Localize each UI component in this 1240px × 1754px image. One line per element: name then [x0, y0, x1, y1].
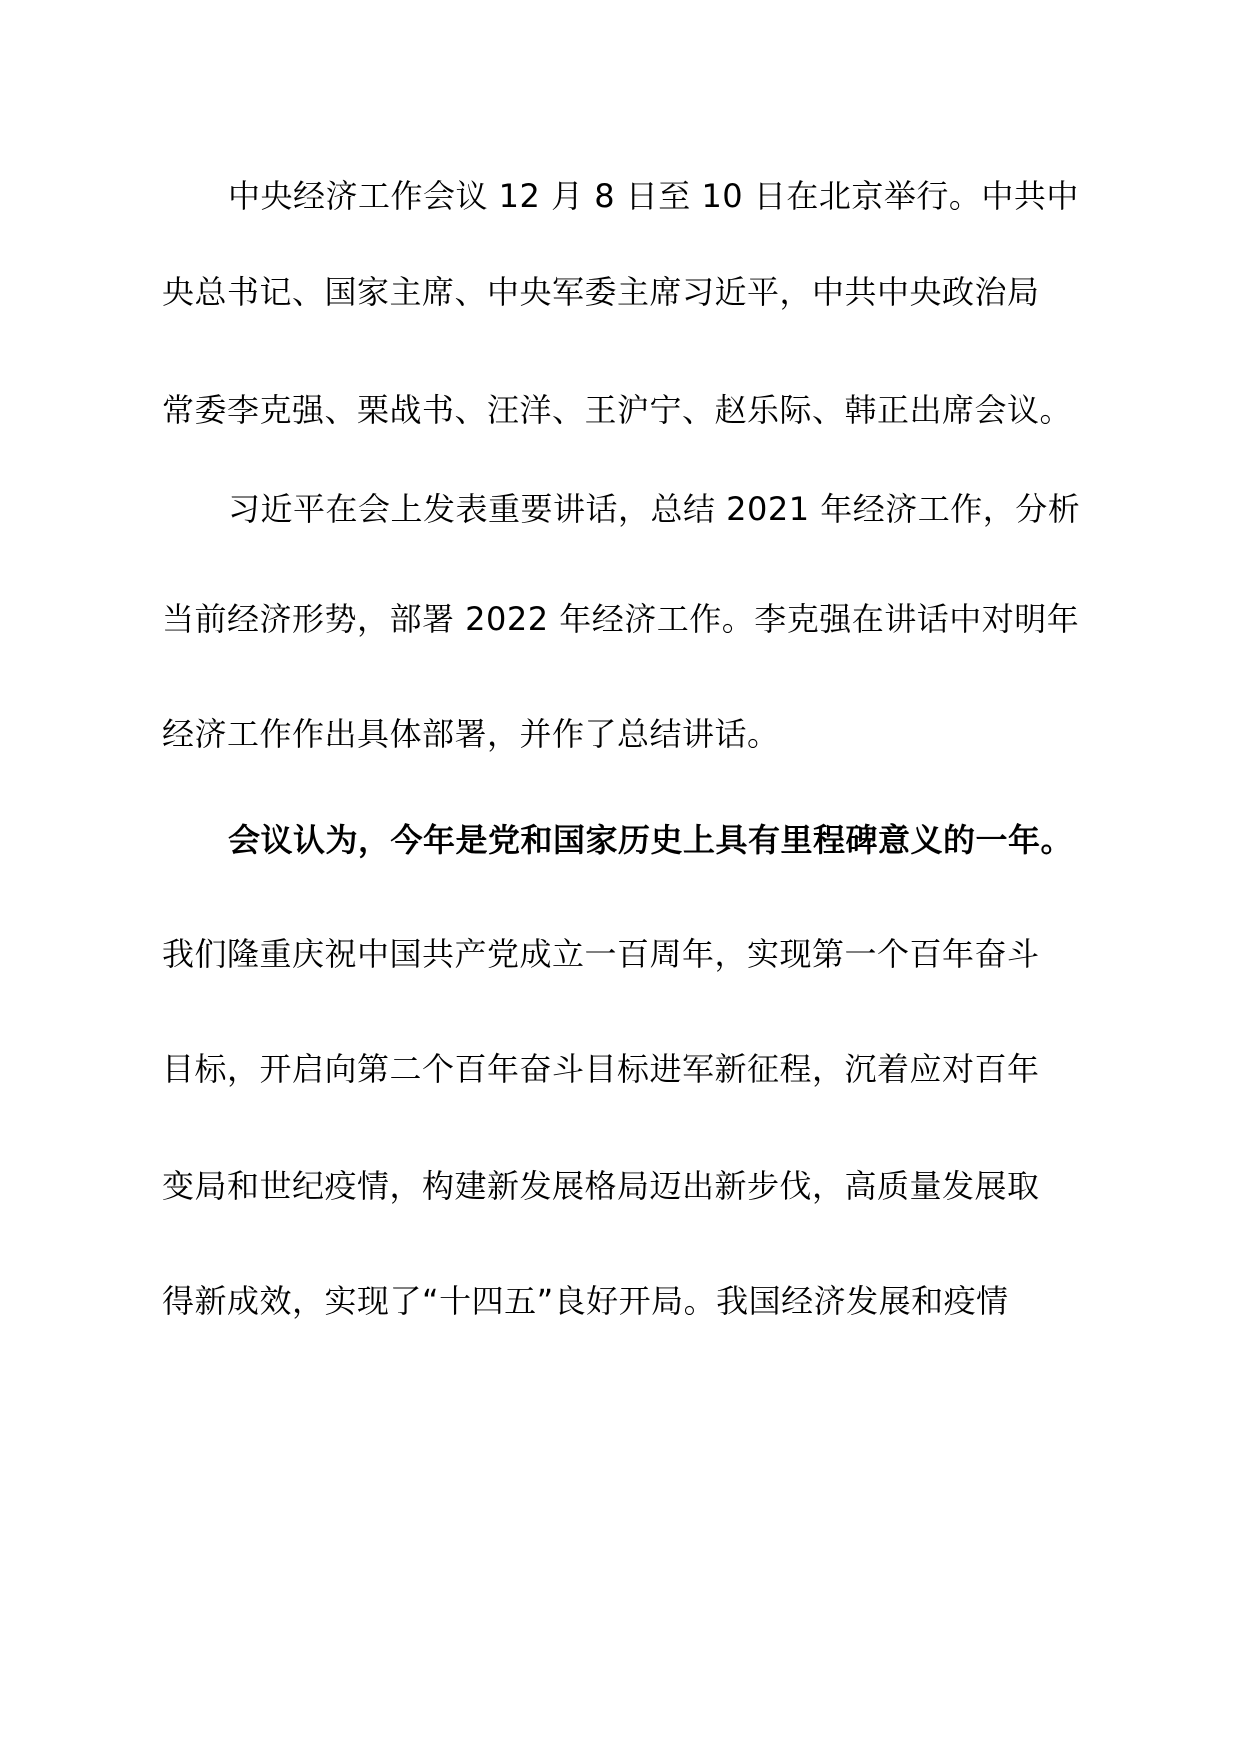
- paragraph-2-line-2: 当前经济形势，部署 2022 年经济工作。李克强在讲话中对明年: [162, 600, 1080, 638]
- paragraph-3-line-1-bold: 会议认为，今年是党和国家历史上具有里程碑意义的一年。: [228, 821, 1074, 859]
- paragraph-2-line-1: 习近平在会上发表重要讲话，总结 2021 年经济工作，分析: [228, 490, 1081, 528]
- paragraph-4-line-1: 我们隆重庆祝中国共产党成立一百周年，实现第一个百年奋斗: [162, 935, 1040, 973]
- paragraph-4-line-2: 目标，开启向第二个百年奋斗目标进军新征程，沉着应对百年: [162, 1050, 1040, 1088]
- paragraph-2-line-3: 经济工作作出具体部署，并作了总结讲话。: [162, 715, 780, 753]
- paragraph-1-line-2: 央总书记、国家主席、中央军委主席习近平，中共中央政治局: [162, 273, 1040, 311]
- paragraph-4-line-3: 变局和世纪疫情，构建新发展格局迈出新步伐，高质量发展取: [162, 1167, 1040, 1205]
- paragraph-1-line-1: 中央经济工作会议 12 月 8 日至 10 日在北京举行。中共中: [228, 177, 1079, 215]
- paragraph-1-line-3: 常委李克强、栗战书、汪洋、王沪宁、赵乐际、韩正出席会议。: [162, 391, 1073, 429]
- paragraph-4-line-4: 得新成效，实现了“十四五”良好开局。我国经济发展和疫情: [162, 1282, 1009, 1320]
